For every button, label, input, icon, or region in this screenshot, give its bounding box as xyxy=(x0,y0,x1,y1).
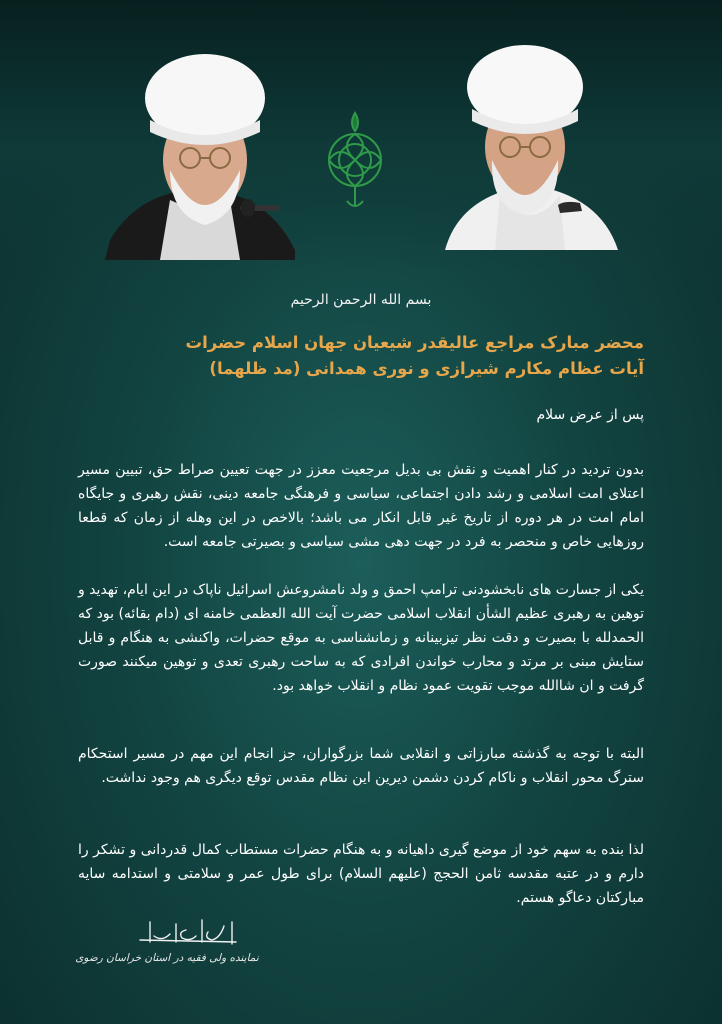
paragraph-2 xyxy=(78,578,644,698)
title-line-1: محضر مبارک مراجع عالیقدر شیعیان جهان اسلام حضرات xyxy=(185,333,644,352)
basmala: بسم الله الرحمن الرحیم xyxy=(290,292,432,308)
paragraph-1 xyxy=(78,458,644,554)
signature-caption: نماینده ولی فقیه در استان خراسان رضوی xyxy=(75,952,259,964)
paragraph-text: لذا بنده به سهم خود از موضع گیری داهیانه و به هنگام حضرات مستطاب کمال قدردانی و تشکر را دارم و در عتبه مقدسه ثامن الحجج (علیهم السلام) برای طول عمر و سلامتی و استدامه سایه مبارکتان دعاگو هستم. xyxy=(78,842,644,906)
letter-title xyxy=(78,330,644,382)
salutation: پس از عرض سلام xyxy=(536,407,644,423)
cleric-portrait-left xyxy=(100,40,300,260)
paragraph-text: البته با توجه به گذشته مبارزاتی و انقلابی شما بزرگواران، جز انجام این مهم در مسیر استحکام سترگ محور انقلاب و ناکام کردن دشمن دیرین این نظام مقدس توقع دیگری هم وجود نداشت. xyxy=(78,746,644,786)
cleric-portrait-right xyxy=(440,35,620,250)
paragraph-text: یکی از جسارت های نابخشودنی ترامپ احمق و ولد نامشروعش اسرائیل ناپاک در این ایام، تهدید و توهین به رهبری عظیم الشأن انقلاب اسلامی حضرت آیت الله العظمی خامنه ای (دام بقائه) بود که الحمدلله با بصیرت و دقت نظر تیزبینانه و زمانشناسی به موقع حضرات، واکنشی به هنگام و قابل ستایش مبنی بر مرتد و محارب خواندن افرادی که به ساحت رهبری تعدی و توهین میکنند صورت گرفت و ان شاالله موجب تقویت عمود نظام و انقلاب خواهد بود. xyxy=(78,582,644,694)
title-line-2: آیات عظام مکارم شیرازی و نوری همدانی (مد ظلهما) xyxy=(209,359,644,378)
paragraph-4 xyxy=(78,838,644,910)
handwritten-signature xyxy=(132,912,242,952)
ornament-emblem xyxy=(315,105,395,215)
header-banner xyxy=(0,0,722,270)
paragraph-3 xyxy=(78,742,644,790)
paragraph-text: بدون تردید در کنار اهمیت و نقش بی بدیل مرجعیت معزز در جهت تعیین صراط حق، تبیین مسیر اعتلای امت اسلامی و رشد دادن اجتماعی، سیاسی و فرهنگی جامعه دینی، نقش رهبری و جایگاه امام امت در هر دوره از تاریخ غیر قابل انکار می باشد؛ بالاخص در این وهله از زمان که قطعا روزهایی خاص و منحصر به فرد در جهت دهی مشی سیاسی و بصیرتی جامعه است. xyxy=(78,462,644,550)
signature-block xyxy=(62,912,272,982)
